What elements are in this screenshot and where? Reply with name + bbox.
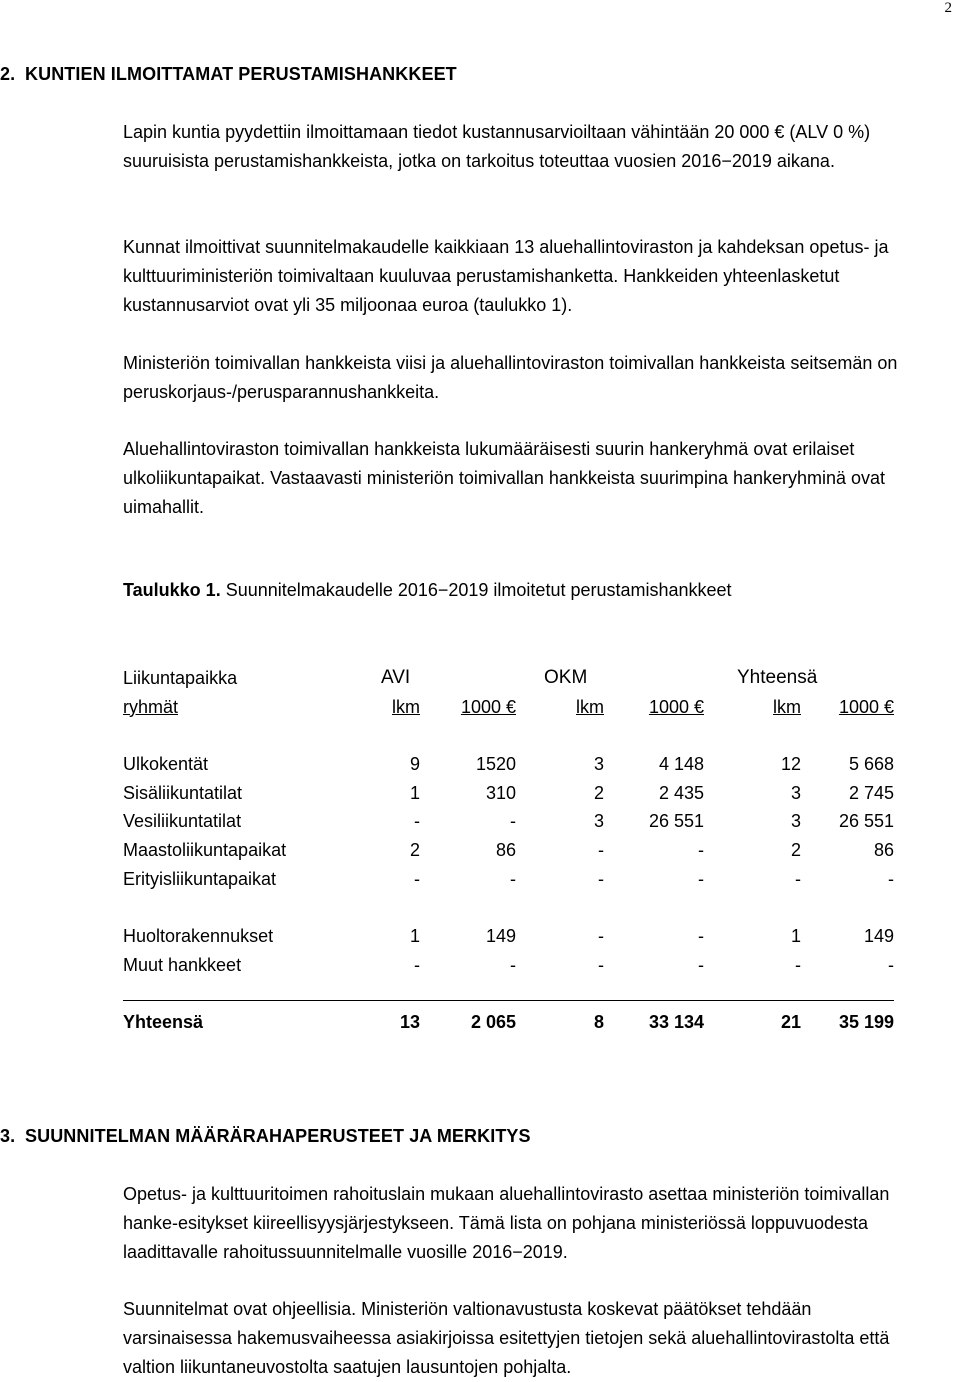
header-cell: lkm [576,696,604,717]
value-cell: 3 [593,811,604,832]
row-label-cell: Maastoliikuntapaikat [123,839,287,860]
value-cell: - [414,868,420,889]
value-cell: 2 [593,782,604,803]
summary-table [123,664,894,1037]
table-row [123,922,894,951]
total-cell: 8 [593,1012,604,1033]
value-cell: 1 [790,926,801,947]
header-cell: Liikuntapaikka [123,667,238,688]
value-cell: 1 [409,926,420,947]
value-cell: 1520 [475,753,516,774]
value-cell: - [598,926,604,947]
total-cell: 2 065 [470,1012,516,1033]
table-row [123,750,894,779]
row-label-cell: Sisäliikuntatilat [123,782,243,803]
section-title: SUUNNITELMAN MÄÄRÄRAHAPERUSTEET JA MERKITYS [25,1126,531,1146]
total-divider-line [123,1000,894,1001]
value-cell: - [698,868,704,889]
total-cell: 21 [780,1012,801,1033]
header-cell: 1000 € [648,696,704,717]
section-title: KUNTIEN ILMOITTAMAT PERUSTAMISHANKKEET [25,64,457,84]
value-cell: 2 435 [658,782,704,803]
value-cell: - [698,926,704,947]
value-cell: - [598,839,604,860]
value-cell: - [414,954,420,975]
value-cell: - [598,954,604,975]
value-cell: - [598,868,604,889]
value-cell: - [795,954,801,975]
value-cell: - [510,868,516,889]
paragraph: Opetus- ja kulttuuritoimen rahoituslain mukaan aluehallintovirasto asettaa ministeriön toimivallan hanke-esitykset kiireellisyysjärjestykseen. Tämä lista on pohjana ministeriössä loppuvuodesta laadittavalle rahoitussuunnitelmalle vuosille 2016−2019. [123,1184,890,1262]
header-group-total: Yhteensä [737,667,818,689]
table-row [123,951,894,980]
total-cell: 35 199 [838,1012,894,1033]
row-label-cell: Erityisliikuntapaikat [123,868,277,889]
value-cell: 86 [495,839,516,860]
table-caption-label: Taulukko 1. [123,580,221,600]
table-subheader-row [123,693,894,722]
paragraph: Suunnitelmat ovat ohjeellisia. Ministeriön valtionavustusta koskevat päätökset tehdään varsinaisessa hakemusvaiheessa asiakirjoissa esitettyjen tietojen sekä aluehallintovirastolta että valtion liikuntaneuvostolta saatujen lausuntojen pohjalta. [123,1299,890,1377]
value-cell: 2 [790,839,801,860]
table-row [123,807,894,836]
paragraph: Ministeriön toimivallan hankkeista viisi ja aluehallintoviraston toimivallan hankkeista seitsemän on peruskorjaus-/perusparannushankkeita. [123,353,898,402]
table-row [123,779,894,808]
paragraph: Kunnat ilmoittivat suunnitelmakaudelle kaikkiaan 13 aluehallintoviraston ja kahdeksan opetus- ja kulttuuriministeriön toimivaltaan kuuluvaa perustamishanketta. Hankkeiden yhteenlasketut kustannusarviot ovat yli 35 miljoonaa euroa (taulukko 1). [123,237,889,315]
value-cell: - [698,839,704,860]
row-label-cell: Ulkokentät [123,753,209,774]
row-label-cell: Muut hankkeet [123,954,242,975]
section-number: 2. [0,64,16,84]
value-cell: 9 [409,753,420,774]
value-cell: - [414,811,420,832]
page-number: 2 [944,0,952,16]
value-cell: - [888,868,894,889]
value-cell: 2 [409,839,420,860]
value-cell: 149 [485,926,516,947]
table-caption-text: Suunnitelmakaudelle 2016−2019 ilmoitetut perustamishankkeet [225,580,732,600]
value-cell: 3 [593,753,604,774]
header-cell: 1000 € [838,696,894,717]
value-cell: 2 745 [848,782,894,803]
value-cell: 26 551 [838,811,894,832]
section-3-heading [0,1126,920,1147]
value-cell: 3 [790,782,801,803]
paragraph: Aluehallintoviraston toimivallan hankkeista lukumääräisesti suurin hankeryhmä ovat erilaiset ulkoliikuntapaikat. Vastaavasti ministeriön toimivallan hankkeista suurimpina hankeryhminä ovat uimahallit. [123,439,886,517]
value-cell: 12 [780,753,801,774]
row-label-cell: Huoltorakennukset [123,926,274,947]
value-cell: 26 551 [648,811,704,832]
total-cell: 33 134 [648,1012,704,1033]
table-caption [123,580,732,601]
value-cell: 86 [873,839,894,860]
value-cell: 5 668 [848,753,894,774]
total-cell: 13 [399,1012,420,1033]
header-group-okm: OKM [544,667,588,689]
total-cell: Yhteensä [123,1012,204,1033]
header-cell: lkm [392,696,420,717]
value-cell: 4 148 [658,753,704,774]
value-cell: 1 [409,782,420,803]
value-cell: 310 [485,782,516,803]
paragraph: Lapin kuntia pyydettiin ilmoittamaan tiedot kustannusarvioiltaan vähintään 20 000 € (ALV 0 %) suuruisista perustamishankkeista, jotka on tarkoitus toteuttaa vuosien 2016−2019 aikana. [123,122,871,171]
table-row [123,865,894,894]
value-cell: - [888,954,894,975]
row-label-cell: Vesiliikuntatilat [123,811,242,832]
header-cell: 1000 € [460,696,516,717]
value-cell: 149 [863,926,894,947]
header-cell: lkm [773,696,801,717]
value-cell: - [510,811,516,832]
header-cell: ryhmät [123,696,179,717]
table-header-row [123,664,894,693]
header-group-avi: AVI [381,667,411,689]
table-total-row [123,1008,894,1037]
section-2-heading [0,64,920,85]
value-cell: 3 [790,811,801,832]
table-row [123,836,894,865]
value-cell: - [510,954,516,975]
section-number: 3. [0,1126,16,1146]
value-cell: - [698,954,704,975]
value-cell: - [795,868,801,889]
